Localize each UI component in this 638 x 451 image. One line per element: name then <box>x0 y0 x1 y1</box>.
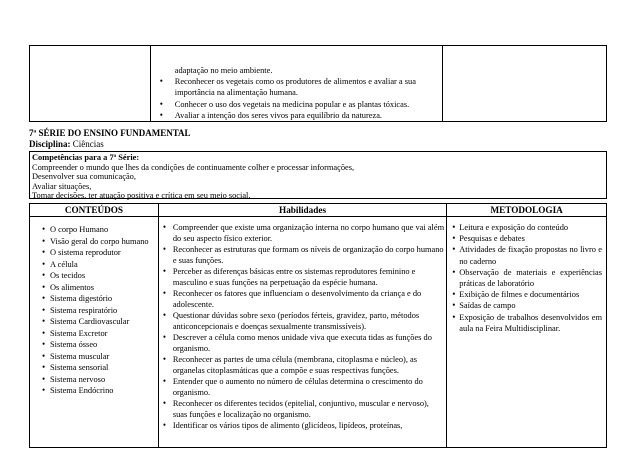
bullet-icon: • <box>162 332 166 342</box>
list-item <box>42 259 156 271</box>
bullet-icon: • <box>159 76 163 87</box>
list-item-text: Sistema Cardiovascular <box>50 317 130 326</box>
list-item-text: Compreender que existe uma organização interna no corpo humano que vai além do seu aspecto físico exterior. <box>172 223 445 243</box>
list-item <box>42 351 156 363</box>
bullet-icon: • <box>162 288 166 298</box>
list-item-text: adaptação no meio ambiente. <box>174 66 273 75</box>
list-item-text: A célula <box>50 259 78 269</box>
bullet-icon: • <box>452 233 456 244</box>
metodologia-cell <box>447 217 607 448</box>
bullet-icon: • <box>162 420 166 430</box>
competencias-line: Tomar decisões, ter atuação positiva e crítica em seu meio social. <box>32 191 251 200</box>
bullet-icon: • <box>42 247 46 257</box>
list-item <box>163 244 444 266</box>
competencias-heading: Competências para a 7ª Série: <box>32 153 140 162</box>
list-item <box>42 328 156 340</box>
list-item <box>42 362 156 374</box>
list-item <box>452 289 602 300</box>
bullet-icon: • <box>42 270 46 280</box>
table-row <box>30 217 607 448</box>
list-item-text: Sistema respiratório <box>50 305 118 315</box>
list-item <box>42 293 156 305</box>
habilidades-list <box>159 217 446 431</box>
competencias-line: Desenvolver sua comunicação, <box>32 172 136 181</box>
list-item <box>163 398 444 420</box>
list-item-text: Sistema muscular <box>50 351 110 361</box>
bullet-icon: • <box>42 293 46 303</box>
list-item <box>42 270 156 282</box>
bullet-icon: • <box>162 244 166 254</box>
empty-cell-right <box>443 46 607 122</box>
list-item-text: Observação de materiais e experiências práticas de laboratório <box>459 267 602 289</box>
list-item-text: Os alimentos <box>50 282 94 292</box>
bullet-icon: • <box>452 311 456 322</box>
list-item-text: Os tecidos <box>50 271 86 280</box>
list-item-text: Conhecer o uso dos vegetais na medicina popular e as plantas tóxicas. <box>174 99 410 109</box>
bullet-icon: • <box>42 281 46 292</box>
bullet-icon: • <box>452 266 456 277</box>
list-item-text: Questionar dúvidas sobre sexo (períodos férteis, gravidez, parto, métodos anticoncepcionais e doenças sexualmente transmissíveis). <box>172 311 420 331</box>
list-item-text: Reconhecer os vegetais como os produtores de alimentos e avaliar a sua importância na alimentação humana. <box>174 77 416 98</box>
bullet-icon: • <box>42 316 46 326</box>
column-header-metodologia: METODOLOGIA <box>447 204 607 217</box>
competencias-line: Compreender o mundo que lhes da condições de continuamente colher e processar informações, <box>32 162 355 172</box>
bullet-icon: • <box>452 300 456 311</box>
list-item <box>163 354 444 376</box>
list-item-text: O corpo Humano <box>50 225 109 234</box>
discipline-value: Ciências <box>70 139 104 149</box>
list-item-text: Identificar os vários tipos de alimento (glicídeos, lipídeos, proteínas, <box>172 421 403 430</box>
list-item <box>452 222 602 233</box>
bullet-icon: • <box>162 376 166 386</box>
list-item <box>42 385 156 397</box>
list-item <box>163 288 444 310</box>
list-item <box>42 282 156 294</box>
list-item-text: Sistema digestório <box>50 294 113 303</box>
list-item <box>163 420 444 431</box>
list-item-text: Avaliar a intenção dos seres vivos para equilíbrio da natureza. <box>174 110 383 120</box>
list-item <box>452 312 602 334</box>
bullet-icon: • <box>42 224 46 234</box>
competencias-box <box>29 151 607 199</box>
list-item-text: Sistema ósseo <box>50 340 98 349</box>
list-item-text: Visão geral do corpo humano <box>50 236 149 246</box>
conteudos-cell <box>30 217 159 448</box>
list-item-text: Sistema Endócrino <box>50 386 114 395</box>
list-item <box>452 300 602 311</box>
bullet-icon: • <box>162 266 166 276</box>
discipline-label: Disciplina: <box>29 139 71 149</box>
list-item-text: Sistema nervoso <box>50 374 106 384</box>
list-item-text: Atividades de fixação propostas no livro e no caderno <box>459 245 602 266</box>
list-item-text: Descrever a célula como menos unidade viva que executa tidas as funções do organismo. <box>172 333 432 353</box>
bullet-icon: • <box>42 385 46 395</box>
list-item <box>452 233 602 244</box>
list-item-text: Entender que o aumento no número de células determina o crescimento do organismo. <box>172 377 423 397</box>
list-item-text: O sistema reprodutor <box>50 248 121 257</box>
list-item <box>452 244 602 266</box>
habilidades-continuation-cell <box>150 46 443 122</box>
list-item-text: Exposição de trabalhos desenvolvidos em aula na Feira Multidisciplinar. <box>459 312 602 333</box>
bullet-icon: • <box>162 398 166 408</box>
bullet-icon: • <box>162 222 166 232</box>
bullet-icon: • <box>159 109 163 120</box>
list-item <box>163 222 444 244</box>
bullet-icon: • <box>452 289 456 300</box>
metodologia-list <box>447 217 606 334</box>
list-item <box>163 266 444 288</box>
list-item-text: Pesquisas e debates <box>459 234 525 244</box>
list-item-text: Reconhecer as partes de uma célula (membrana, citoplasma e núcleo), as organelas citoplasmáticas que a compõe e suas respectivas funções. <box>172 355 418 375</box>
list-item-text: Saídas de campo <box>459 301 516 311</box>
bullet-icon: • <box>42 258 46 269</box>
list-item <box>42 316 156 328</box>
bullet-icon: • <box>42 373 46 384</box>
list-item <box>42 339 156 351</box>
list-item-text: Sistema Excretor <box>50 328 108 338</box>
bullet-icon: • <box>42 327 46 338</box>
list-item-text: Reconhecer os fatores que influenciam o desenvolvimento da criança e do adolescente. <box>172 289 422 309</box>
list-item-text: Reconhecer as estruturas que formam os níveis de organização do corpo humano e suas funções. <box>172 245 444 265</box>
empty-cell-left <box>30 46 151 122</box>
list-item <box>160 65 439 76</box>
column-header-conteudos: CONTEÚDOS <box>30 204 159 217</box>
competencias-line: Avaliar situações, <box>32 181 92 191</box>
page-title: 7ª SÉRIE DO ENSINO FUNDAMENTAL <box>29 128 191 138</box>
list-item <box>163 310 444 332</box>
list-item <box>42 224 156 236</box>
bullet-icon: • <box>452 222 456 232</box>
habilidades-cell <box>158 217 446 448</box>
continuation-table <box>29 45 607 122</box>
list-item <box>160 99 439 110</box>
list-item <box>42 247 156 259</box>
bullet-icon: • <box>452 244 456 255</box>
list-item <box>452 267 602 289</box>
list-item <box>42 305 156 317</box>
conteudos-list <box>30 217 158 397</box>
list-item-text: Perceber as diferenças básicas entre os sistemas reprodutores feminino e masculino e suas funções na perpetuação da espécie humana. <box>172 267 416 287</box>
bullet-icon: • <box>42 350 46 361</box>
list-item-text: Leitura e exposição do conteúdo <box>459 223 569 232</box>
list-item-text: Exibição de filmes e documentários <box>459 290 580 300</box>
bullet-icon: • <box>162 354 166 364</box>
list-item <box>160 110 439 121</box>
curriculum-table <box>29 203 607 448</box>
list-item <box>42 374 156 386</box>
list-item-text: Reconhecer os diferentes tecidos (epitelial, conjuntivo, muscular e nervoso), suas funções e localização no organismo. <box>172 399 429 419</box>
column-header-habilidades: Habilidades <box>158 204 446 217</box>
bullet-icon: • <box>162 310 166 320</box>
list-item <box>42 236 156 248</box>
table-header-row <box>30 204 607 217</box>
bullet-icon: • <box>42 304 46 315</box>
list-item <box>163 332 444 354</box>
list-item <box>160 76 439 98</box>
bullet-icon: • <box>42 362 46 372</box>
discipline-line <box>29 139 104 150</box>
bullet-icon: • <box>42 235 46 246</box>
continuation-list <box>151 46 443 121</box>
list-item <box>163 376 444 398</box>
list-item-text: Sistema sensorial <box>50 363 109 372</box>
bullet-icon: • <box>42 339 46 349</box>
bullet-icon: • <box>159 98 163 109</box>
